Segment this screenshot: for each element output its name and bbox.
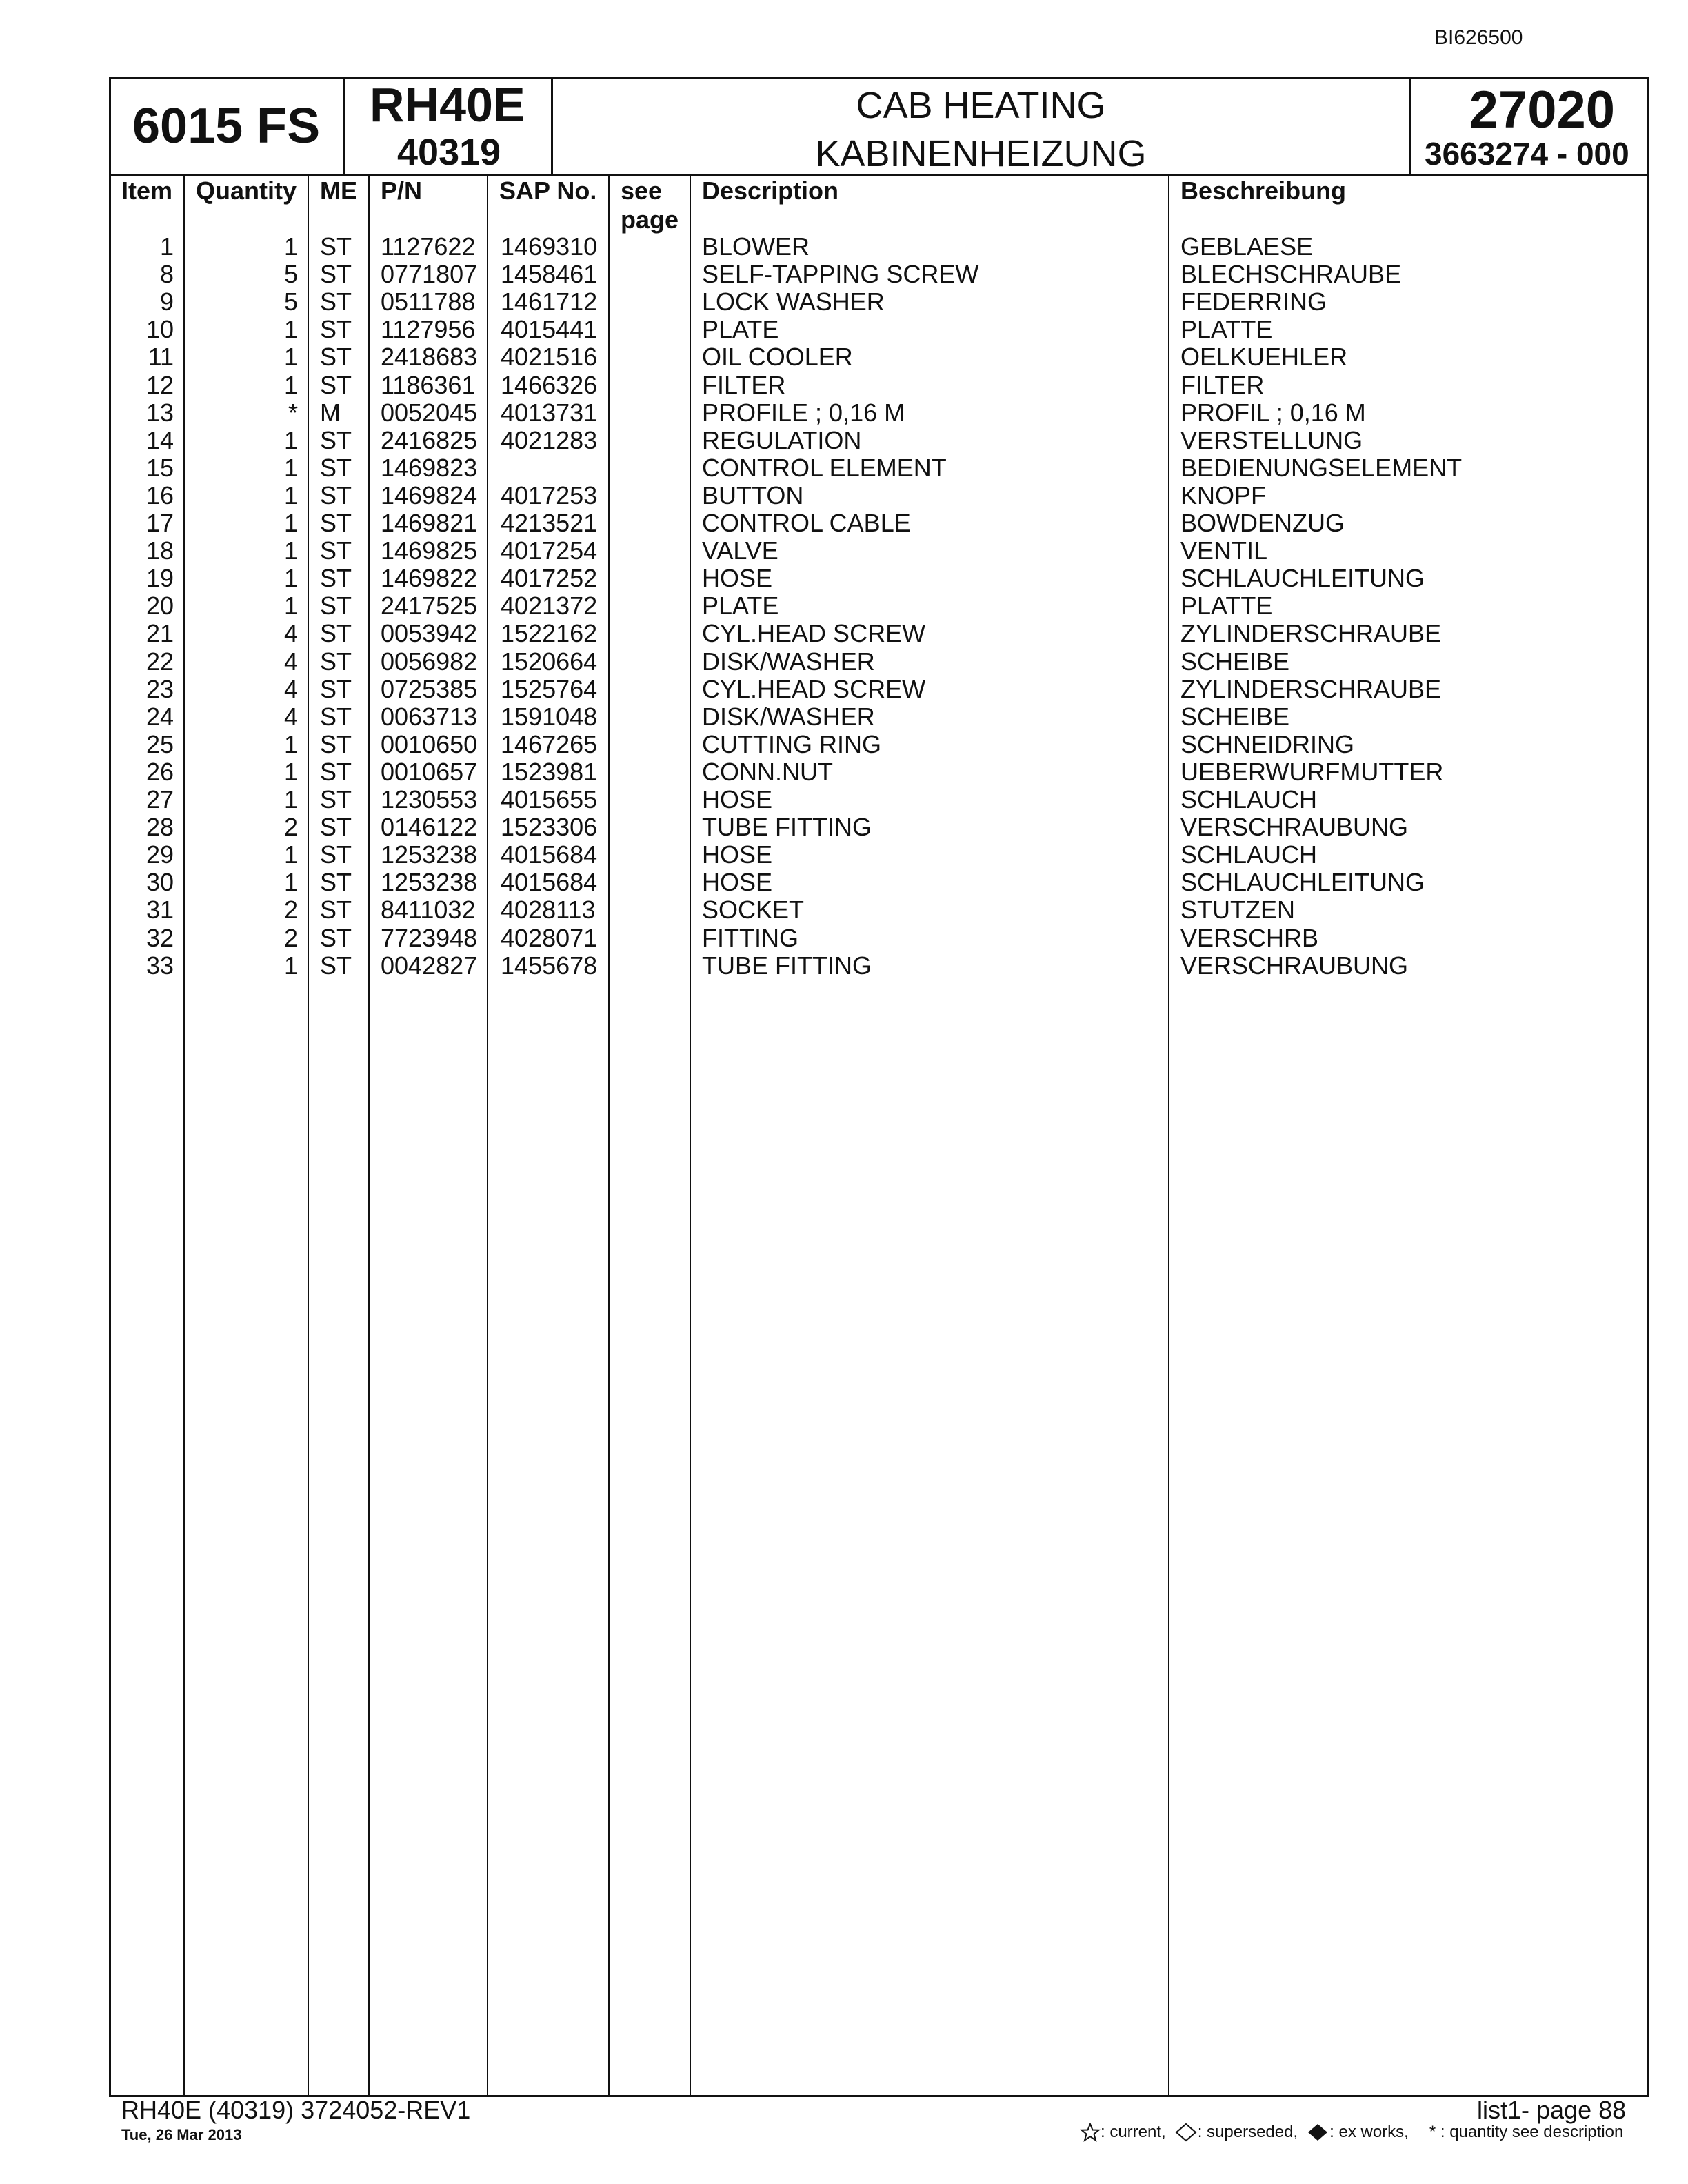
header-divider [109, 174, 1649, 176]
row-item: 15 [145, 453, 174, 482]
row-item: 11 [148, 343, 174, 372]
row-part-number: 0052045 [381, 398, 478, 427]
row-quantity: 1 [283, 509, 298, 537]
table-row [109, 343, 1626, 371]
row-description: FITTING [702, 923, 798, 952]
row-beschreibung: UEBERWURFMUTTER [1180, 757, 1444, 786]
column-header-quantity: Quantity [196, 176, 297, 205]
row-sap-number: 4013731 [501, 398, 598, 427]
row-quantity: 1 [283, 315, 298, 344]
row-quantity: 2 [283, 923, 298, 952]
row-item: 12 [145, 370, 174, 399]
column-header-see: see [621, 176, 663, 205]
title-german: KABINENHEIZUNG [815, 133, 1147, 174]
row-sap-number: 1520664 [501, 647, 598, 676]
row-part-number: 1469823 [381, 453, 478, 482]
row-sap-number: 4015684 [501, 840, 598, 869]
column-header-description: Description [702, 176, 839, 205]
row-beschreibung: SCHLAUCHLEITUNG [1180, 868, 1425, 897]
row-quantity: 2 [283, 896, 298, 924]
row-me: ST [320, 260, 352, 289]
row-sap-number: 1455678 [501, 951, 598, 980]
row-me: ST [320, 509, 352, 537]
row-sap-number: 4021283 [501, 425, 598, 454]
column-header-see-page [621, 176, 679, 234]
table-row [109, 399, 1626, 427]
row-description: HOSE [702, 868, 773, 897]
row-description: BUTTON [702, 481, 804, 509]
row-quantity: 1 [283, 564, 298, 593]
row-me: ST [320, 729, 352, 758]
row-beschreibung: KNOPF [1180, 481, 1267, 509]
row-sap-number: 4028071 [501, 923, 598, 952]
row-description: CYL.HEAD SCREW [702, 674, 926, 703]
row-quantity: 1 [283, 757, 298, 786]
row-beschreibung: SCHLAUCHLEITUNG [1180, 564, 1425, 593]
row-part-number: 7723948 [381, 923, 478, 952]
table-row [109, 703, 1626, 731]
row-beschreibung: VERSCHRB [1180, 923, 1319, 952]
row-sap-number: 4028113 [501, 896, 596, 924]
row-part-number: 1469824 [381, 481, 478, 509]
row-me: M [320, 398, 341, 427]
row-sap-number: 4017252 [501, 564, 598, 593]
row-beschreibung: BOWDENZUG [1180, 509, 1345, 537]
row-me: ST [320, 564, 352, 593]
row-item: 27 [145, 785, 174, 813]
row-item: 18 [145, 536, 174, 565]
row-beschreibung: OELKUEHLER [1180, 343, 1348, 372]
legend-current: : current, [1101, 2123, 1166, 2141]
row-me: ST [320, 232, 352, 261]
row-quantity: 1 [283, 481, 298, 509]
table-row [109, 813, 1626, 841]
table-row [109, 924, 1626, 952]
row-me: ST [320, 813, 352, 842]
row-part-number: 2417525 [381, 592, 478, 620]
row-description: PROFILE ; 0,16 M [702, 398, 905, 427]
row-beschreibung: FEDERRING [1180, 287, 1327, 316]
row-beschreibung: VENTIL [1180, 536, 1268, 565]
row-quantity: 1 [283, 343, 298, 372]
table-row [109, 509, 1626, 537]
row-sap-number: 1469310 [501, 232, 598, 261]
table-row [109, 288, 1626, 316]
row-me: ST [320, 592, 352, 620]
table-row [109, 316, 1626, 343]
row-sap-number: 1525764 [501, 674, 598, 703]
table-row [109, 427, 1626, 454]
row-sap-number: 1591048 [501, 702, 598, 731]
table-row [109, 537, 1626, 565]
row-sap-number: 1461712 [501, 287, 598, 316]
row-sap-number: 1523981 [501, 757, 598, 786]
row-me: ST [320, 702, 352, 731]
row-description: BLOWER [702, 232, 810, 261]
legend-quantity: * : quantity see description [1429, 2123, 1624, 2141]
row-quantity: * [288, 398, 298, 427]
row-sap-number: 4021516 [501, 343, 598, 372]
row-me: ST [320, 674, 352, 703]
drawing-number: 3663274 - 000 [1425, 136, 1629, 172]
diamond-outline-icon [1174, 2122, 1198, 2143]
row-part-number: 8411032 [381, 896, 476, 924]
row-quantity: 5 [283, 260, 298, 289]
row-description: VALVE [702, 536, 778, 565]
row-item: 14 [145, 425, 174, 454]
table-row [109, 731, 1626, 758]
row-description: HOSE [702, 785, 773, 813]
row-me: ST [320, 370, 352, 399]
row-description: CONN.NUT [702, 757, 833, 786]
row-quantity: 1 [283, 425, 298, 454]
row-part-number: 0042827 [381, 951, 478, 980]
row-quantity: 1 [283, 232, 298, 261]
row-description: TUBE FITTING [702, 951, 872, 980]
row-me: ST [320, 619, 352, 648]
row-description: CONTROL CABLE [702, 509, 911, 537]
row-part-number: 1230553 [381, 785, 478, 813]
row-part-number: 2416825 [381, 425, 478, 454]
column-header-beschreibung: Beschreibung [1180, 176, 1347, 205]
row-part-number: 1127956 [381, 315, 476, 344]
model-label: RH40E [370, 78, 525, 132]
table-row [109, 592, 1626, 620]
column-header-sap: SAP No. [499, 176, 597, 205]
row-me: ST [320, 757, 352, 786]
row-part-number: 0771807 [381, 260, 478, 289]
model-code: 40319 [397, 132, 501, 173]
row-me: ST [320, 425, 352, 454]
row-beschreibung: VERSTELLUNG [1180, 425, 1363, 454]
row-me: ST [320, 923, 352, 952]
row-beschreibung: BLECHSCHRAUBE [1180, 260, 1402, 289]
row-beschreibung: PLATTE [1180, 592, 1273, 620]
series-label: 6015 FS [132, 99, 321, 154]
title-box [553, 77, 1411, 175]
row-item: 17 [145, 509, 174, 537]
row-item: 16 [145, 481, 174, 509]
row-description: SELF-TAPPING SCREW [702, 260, 979, 289]
row-item: 29 [145, 840, 174, 869]
row-me: ST [320, 536, 352, 565]
row-part-number: 1469821 [381, 509, 478, 537]
table-row [109, 261, 1626, 288]
row-quantity: 1 [283, 951, 298, 980]
row-quantity: 1 [283, 453, 298, 482]
row-part-number: 0725385 [381, 674, 478, 703]
row-beschreibung: VERSCHRAUBUNG [1180, 951, 1409, 980]
row-item: 32 [145, 923, 174, 952]
table-row [109, 454, 1626, 482]
row-sap-number: 4015684 [501, 868, 598, 897]
series-box [109, 77, 345, 175]
row-description: REGULATION [702, 425, 862, 454]
diamond-filled-icon [1306, 2122, 1329, 2143]
row-item: 23 [145, 674, 174, 703]
legend-superseded: : superseded, [1197, 2123, 1298, 2141]
row-beschreibung: SCHNEIDRING [1180, 729, 1355, 758]
row-me: ST [320, 840, 352, 869]
row-description: DISK/WASHER [702, 702, 875, 731]
star-icon [1080, 2123, 1101, 2142]
row-item: 8 [159, 260, 174, 289]
row-part-number: 0010650 [381, 729, 478, 758]
number-box [1411, 77, 1649, 175]
row-quantity: 1 [283, 536, 298, 565]
table-row [109, 482, 1626, 509]
row-description: LOCK WASHER [702, 287, 885, 316]
row-sap-number: 4021372 [501, 592, 598, 620]
table-row [109, 896, 1626, 924]
row-beschreibung: ZYLINDERSCHRAUBE [1180, 674, 1442, 703]
row-quantity: 5 [283, 287, 298, 316]
row-item: 13 [145, 398, 174, 427]
row-sap-number: 4015441 [501, 315, 598, 344]
table-row [109, 869, 1626, 896]
row-part-number: 0053942 [381, 619, 478, 648]
row-part-number: 1253238 [381, 840, 478, 869]
model-box [345, 77, 553, 175]
row-beschreibung: ZYLINDERSCHRAUBE [1180, 619, 1442, 648]
row-item: 26 [145, 757, 174, 786]
row-description: HOSE [702, 564, 773, 593]
row-part-number: 1469825 [381, 536, 478, 565]
row-item: 30 [145, 868, 174, 897]
row-sap-number: 1467265 [501, 729, 598, 758]
row-beschreibung: VERSCHRAUBUNG [1180, 813, 1409, 842]
row-item: 28 [145, 813, 174, 842]
row-part-number: 0511788 [381, 287, 476, 316]
row-sap-number: 1466326 [501, 370, 598, 399]
row-description: OIL COOLER [702, 343, 853, 372]
row-quantity: 1 [283, 785, 298, 813]
row-item: 9 [159, 287, 174, 316]
row-quantity: 1 [283, 729, 298, 758]
row-item: 33 [145, 951, 174, 980]
row-beschreibung: SCHLAUCH [1180, 785, 1318, 813]
row-description: CONTROL ELEMENT [702, 453, 947, 482]
row-me: ST [320, 287, 352, 316]
row-me: ST [320, 896, 352, 924]
table-row [109, 841, 1626, 869]
document-id: BI626500 [1434, 26, 1523, 49]
row-quantity: 4 [283, 674, 298, 703]
row-part-number: 1186361 [381, 370, 476, 399]
table-row [109, 786, 1626, 813]
row-description: SOCKET [702, 896, 805, 924]
row-beschreibung: SCHLAUCH [1180, 840, 1318, 869]
row-sap-number: 1522162 [501, 619, 598, 648]
row-quantity: 1 [283, 370, 298, 399]
row-item: 31 [145, 896, 174, 924]
row-beschreibung: BEDIENUNGSELEMENT [1180, 453, 1463, 482]
footer-date: Tue, 26 Mar 2013 [121, 2126, 242, 2143]
group-number: 27020 [1469, 81, 1615, 139]
row-part-number: 1127622 [381, 232, 476, 261]
row-item: 20 [145, 592, 174, 620]
row-description: PLATE [702, 592, 779, 620]
row-sap-number: 4015655 [501, 785, 598, 813]
row-item: 10 [145, 315, 174, 344]
row-item: 19 [145, 564, 174, 593]
row-me: ST [320, 453, 352, 482]
row-beschreibung: PROFIL ; 0,16 M [1180, 398, 1366, 427]
row-beschreibung: SCHEIBE [1180, 647, 1290, 676]
row-quantity: 1 [283, 592, 298, 620]
row-beschreibung: SCHEIBE [1180, 702, 1290, 731]
row-item: 1 [159, 232, 174, 261]
row-description: CYL.HEAD SCREW [702, 619, 926, 648]
row-item: 21 [145, 619, 174, 648]
table-row [109, 648, 1626, 676]
legend-ex-works: : ex works, [1329, 2123, 1409, 2141]
row-description: FILTER [702, 370, 786, 399]
row-description: TUBE FITTING [702, 813, 872, 842]
row-sap-number: 4213521 [501, 509, 598, 537]
row-item: 22 [145, 647, 174, 676]
row-beschreibung: FILTER [1180, 370, 1265, 399]
table-row [109, 233, 1626, 261]
row-part-number: 2418683 [381, 343, 478, 372]
table-row [109, 620, 1626, 647]
row-quantity: 2 [283, 813, 298, 842]
row-quantity: 4 [283, 702, 298, 731]
row-sap-number: 4017253 [501, 481, 598, 509]
row-description: DISK/WASHER [702, 647, 875, 676]
column-header-item: Item [121, 176, 173, 205]
row-part-number: 0010657 [381, 757, 478, 786]
page-number: list1- page 88 [1477, 2096, 1627, 2124]
row-me: ST [320, 868, 352, 897]
row-description: PLATE [702, 315, 779, 344]
row-part-number: 1469822 [381, 564, 478, 593]
row-me: ST [320, 647, 352, 676]
row-quantity: 1 [283, 868, 298, 897]
row-description: HOSE [702, 840, 773, 869]
row-me: ST [320, 481, 352, 509]
row-sap-number: 4017254 [501, 536, 598, 565]
row-me: ST [320, 315, 352, 344]
table-row [109, 952, 1626, 980]
row-part-number: 0146122 [381, 813, 478, 842]
footer-reference: RH40E (40319) 3724052-REV1 [121, 2096, 471, 2124]
row-part-number: 0063713 [381, 702, 478, 731]
row-beschreibung: STUTZEN [1180, 896, 1295, 924]
row-me: ST [320, 951, 352, 980]
row-item: 24 [145, 702, 174, 731]
row-part-number: 0056982 [381, 647, 478, 676]
row-me: ST [320, 785, 352, 813]
row-quantity: 1 [283, 840, 298, 869]
row-item: 25 [145, 729, 174, 758]
row-quantity: 4 [283, 619, 298, 648]
row-quantity: 4 [283, 647, 298, 676]
table-row [109, 758, 1626, 786]
legend [1080, 2122, 1623, 2143]
column-header-me: ME [320, 176, 357, 205]
title-english: CAB HEATING [856, 85, 1106, 126]
row-part-number: 1253238 [381, 868, 478, 897]
row-description: CUTTING RING [702, 729, 881, 758]
row-me: ST [320, 343, 352, 372]
table-row [109, 372, 1626, 399]
column-header-pn: P/N [381, 176, 423, 205]
row-sap-number: 1523306 [501, 813, 598, 842]
column-header-page: page [621, 205, 679, 234]
row-beschreibung: PLATTE [1180, 315, 1273, 344]
table-row [109, 676, 1626, 703]
row-beschreibung: GEBLAESE [1180, 232, 1314, 261]
table-row [109, 565, 1626, 592]
row-sap-number: 1458461 [501, 260, 598, 289]
